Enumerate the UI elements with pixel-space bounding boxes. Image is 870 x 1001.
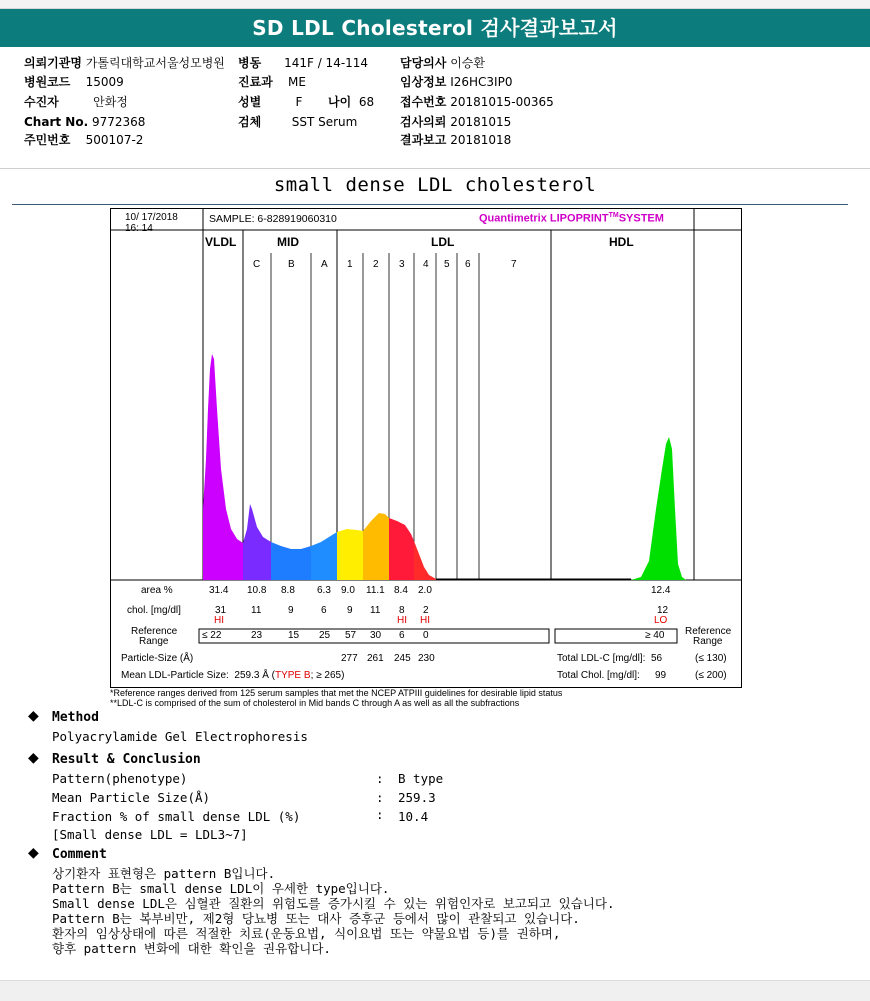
report-date: 10/ 17/2018	[125, 212, 178, 223]
info-age: 나이 68	[328, 95, 375, 109]
band-hdl: HDL	[609, 235, 634, 249]
ref-hdl: ≥ 40	[645, 630, 665, 641]
ldl1-peak	[337, 529, 363, 580]
ref-ldl1: 57	[345, 630, 357, 641]
report-title: SD LDL Cholesterol 검사결과보고서	[0, 9, 870, 47]
total-chol-value: 99	[655, 670, 667, 681]
method-heading: Method	[52, 710, 99, 725]
diamond-icon: ◆	[28, 708, 39, 724]
result-heading: Result & Conclusion	[52, 752, 201, 767]
info-request-date: 검사의뢰 20181015	[400, 115, 512, 129]
area-ldl3: 8.4	[394, 585, 408, 596]
area-c: 10.8	[247, 585, 267, 596]
ldl4-peak	[414, 541, 436, 580]
header-divider	[0, 168, 870, 169]
area-label: area %	[141, 585, 173, 596]
diamond-icon: ◆	[28, 845, 39, 861]
sample-id: SAMPLE: 6-828919060310	[209, 213, 337, 225]
info-doctor: 담당의사 이승환	[400, 56, 485, 70]
ref-label-left: Reference	[131, 626, 178, 637]
result-colon: :	[376, 790, 384, 805]
mean-size: Mean LDL-Particle Size: 259.3 Å (TYPE B; ≥ 265)	[121, 670, 345, 681]
flag-ldl4-hi: HI	[420, 615, 430, 626]
comment-line-2: Pattern B는 small dense LDL이 우세한 type입니다.	[52, 881, 390, 896]
ref-ldl2: 30	[370, 630, 382, 641]
comment-line-1: 상기환자 표현형은 pattern B입니다.	[52, 866, 276, 881]
area-ldl1: 9.0	[341, 585, 355, 596]
ref-ldl4: 0	[423, 630, 429, 641]
mid-a-peak	[311, 532, 337, 580]
window-bottom-strip	[0, 980, 870, 1001]
info-receipt-no: 접수번호 20181015-00365	[400, 95, 554, 109]
mid-c-peak	[243, 504, 271, 580]
info-dept: 진료과 ME	[238, 75, 306, 89]
sub-7: 7	[511, 259, 517, 270]
sub-2: 2	[373, 259, 379, 270]
ref-c: 23	[251, 630, 263, 641]
result-pattern-label: Pattern(phenotype)	[52, 771, 188, 786]
info-resident-no: 주민번호 500107-2	[24, 133, 144, 147]
flag-vldl-hi: HI	[214, 615, 224, 626]
sub-3: 3	[399, 259, 405, 270]
chol-a: 6	[321, 605, 327, 616]
chol-ldl3: 8	[399, 605, 405, 616]
ref-vldl: ≤ 22	[202, 630, 222, 641]
sub-6: 6	[465, 259, 471, 270]
total-ldl-value: 56	[651, 653, 663, 664]
info-sex: 성별 F	[238, 95, 303, 109]
info-report-date: 결과보고 20181018	[400, 133, 512, 147]
sub-b: B	[288, 259, 295, 270]
chol-vldl: 31	[215, 605, 227, 616]
sub-4: 4	[423, 259, 429, 270]
chol-hdl: 12	[657, 605, 669, 616]
result-size-label: Mean Particle Size(Å)	[52, 790, 211, 805]
lipoprint-report	[110, 208, 742, 688]
total-chol-label: Total Chol. [mg/dl]:	[557, 670, 640, 681]
info-patient: 수진자 안화정	[24, 95, 128, 109]
ldl2-peak	[363, 513, 389, 580]
area-hdl: 12.4	[651, 585, 671, 596]
section-title: small dense LDL cholesterol	[273, 174, 597, 196]
info-specimen: 검체 SST Serum	[238, 115, 358, 129]
info-ward: 병동 141F / 14-114	[238, 56, 369, 70]
ref-label-left-2: Range	[139, 636, 169, 647]
chol-ldl4: 2	[423, 605, 429, 616]
sub-c: C	[253, 259, 261, 270]
ref-a: 25	[319, 630, 331, 641]
chol-b: 9	[288, 605, 294, 616]
report-time: 16: 14	[125, 223, 153, 234]
method-text: Polyacrylamide Gel Electrophoresis	[52, 729, 308, 744]
result-pattern-value: B type	[398, 771, 444, 786]
chol-ldl2: 11	[370, 605, 381, 616]
particle-ldl1: 277	[341, 653, 358, 664]
total-ldl-label: Total LDL-C [mg/dl]:	[557, 653, 646, 664]
area-b: 8.8	[281, 585, 295, 596]
comment-heading: Comment	[52, 847, 107, 862]
ref-label-right: Reference	[685, 626, 732, 637]
ref-ldl3: 6	[399, 630, 405, 641]
result-colon: :	[376, 771, 384, 786]
band-ldl: LDL	[431, 235, 455, 249]
info-hospital-code: 병원코드 15009	[24, 75, 124, 89]
footnote-1: *Reference ranges derived from 125 serum samples that met the NCEP ATPIII guidelines for desirable lipid status	[110, 688, 563, 698]
window-top-strip	[0, 0, 870, 9]
comment-line-4: Pattern B는 복부비만, 제2형 당뇨병 또는 대사 증후군 등에서 많이 관찰되고 있습니다.	[52, 911, 580, 926]
info-clinical: 임상정보 I26HC3IP0	[400, 75, 513, 89]
result-fraction-value: 10.4	[398, 809, 429, 824]
total-chol-ref: (≤ 200)	[695, 670, 727, 681]
ref-b: 15	[288, 630, 300, 641]
info-hospital: 의뢰기관명 가톨릭대학교서울성모병원	[24, 56, 225, 70]
result-fraction-label: Fraction % of small dense LDL (%)	[52, 809, 301, 824]
sub-5: 5	[444, 259, 450, 270]
ldl3-peak	[389, 518, 414, 580]
mid-b-peak	[271, 542, 311, 580]
band-mid: MID	[277, 235, 299, 249]
hdl-peak	[631, 437, 686, 580]
area-a: 6.3	[317, 585, 331, 596]
ref-label-right-2: Range	[693, 636, 723, 647]
info-chart-no: Chart No. 9772368	[24, 115, 146, 129]
sub-a: A	[321, 259, 328, 270]
chol-ldl1: 9	[347, 605, 353, 616]
section-underline	[12, 204, 848, 205]
comment-line-3: Small dense LDL은 심혈관 질환의 위험도를 증가시킬 수 있는 위험인자로 보고되고 있습니다.	[52, 896, 615, 911]
result-note: [Small dense LDL = LDL3~7]	[52, 827, 248, 842]
footnote-2: **LDL-C is comprised of the sum of cholesterol in Mid bands C through A as well as all the subfractions	[110, 698, 520, 708]
flag-hdl-lo: LO	[654, 615, 668, 626]
sub-1: 1	[347, 259, 353, 270]
particle-ldl2: 261	[367, 653, 384, 664]
area-ldl4: 2.0	[418, 585, 432, 596]
vldl-peak	[203, 354, 243, 580]
particle-label: Particle-Size (Å)	[121, 653, 194, 664]
diamond-icon: ◆	[28, 750, 39, 766]
area-ldl2: 11.1	[366, 585, 385, 596]
particle-ldl4: 230	[418, 653, 435, 664]
comment-line-5: 환자의 임상상태에 따른 적절한 치료(운동요법, 식이요법 또는 약물요법 등)를 권하며,	[52, 926, 561, 941]
particle-ldl3: 245	[394, 653, 411, 664]
brand-logo: Quantimetrix LIPOPRINT™SYSTEM	[479, 212, 664, 225]
result-size-value: 259.3	[398, 790, 436, 805]
area-vldl: 31.4	[209, 585, 229, 596]
result-colon: :	[376, 807, 384, 822]
total-ldl-ref: (≤ 130)	[695, 653, 727, 664]
band-vldl: VLDL	[205, 235, 237, 249]
chol-c: 11	[251, 605, 262, 616]
flag-ldl3-hi: HI	[397, 615, 407, 626]
comment-line-6: 향후 pattern 변화에 대한 확인을 권유합니다.	[52, 941, 331, 956]
chol-label: chol. [mg/dl]	[127, 605, 181, 616]
